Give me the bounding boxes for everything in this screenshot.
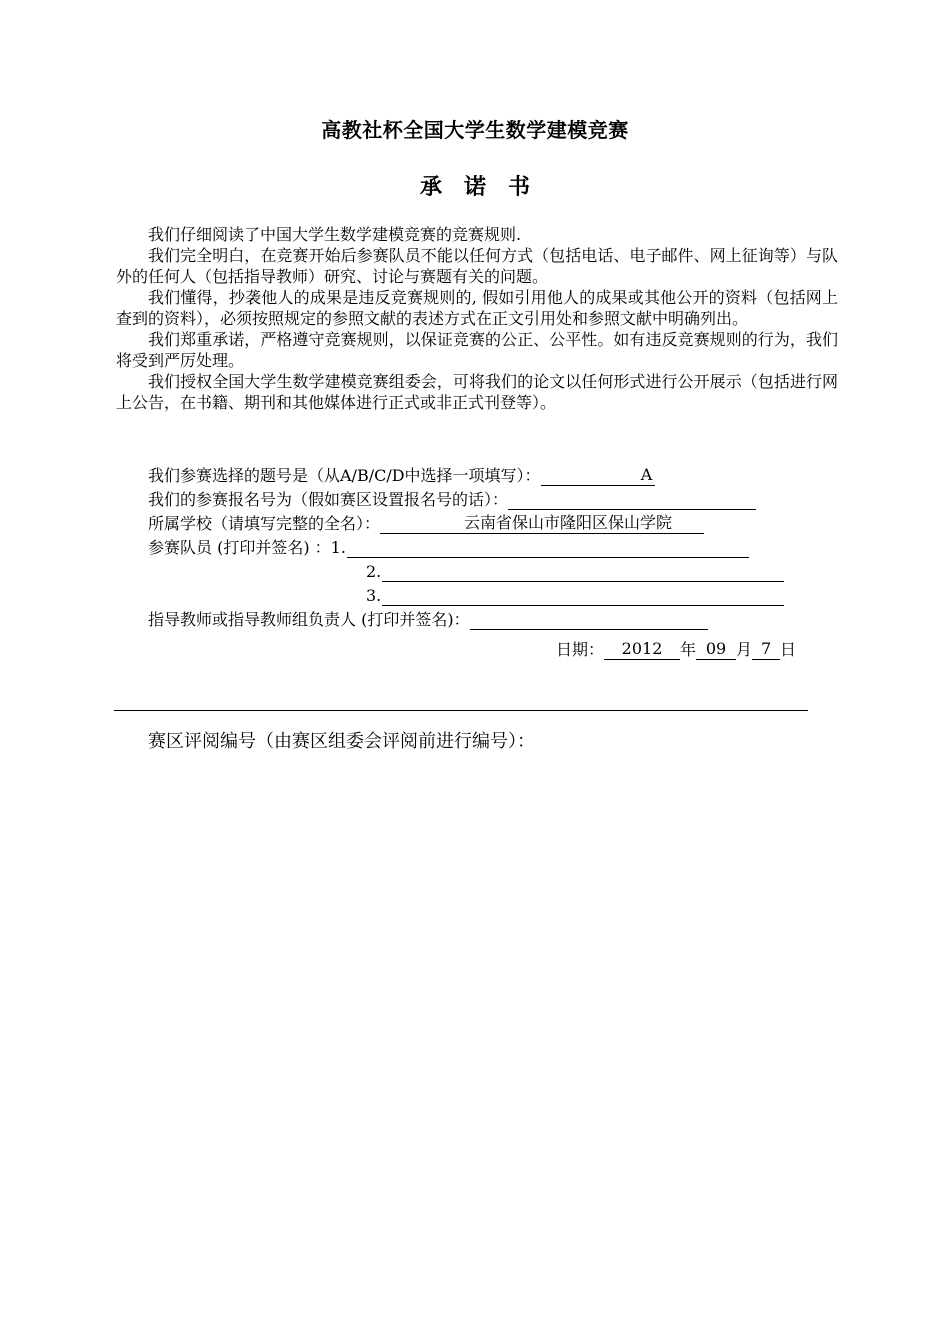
date-day-unit: 日 [780, 640, 797, 659]
review-number-label: 赛区评阅编号（由赛区组委会评阅前进行编号）： [148, 731, 535, 752]
date-month-unit: 月 [736, 640, 753, 659]
school-label: 所属学校（请填写完整的全名）： [148, 514, 381, 533]
registration-label: 我们的参赛报名号为（假如赛区设置报名号的话）： [148, 490, 509, 509]
members-label: 参赛队员 (打印并签名) ： [148, 538, 331, 557]
paragraph-authorization: 我们授权全国大学生数学建模竞赛组委会，可将我们的论文以任何形式进行公开展示（包括进行网上公告，在书籍、期刊和其他媒体进行正式或非正式刊登等）。 [116, 372, 838, 412]
problem-row [148, 464, 848, 488]
school-value: 云南省保山市隆阳区保山学院 [464, 513, 673, 532]
member-index-3: 3. [366, 586, 382, 605]
entry-form [148, 464, 848, 632]
member-row-2 [148, 560, 848, 584]
document-title: 高教社杯全国大学生数学建模竞赛 [321, 118, 629, 142]
paragraph-rules-read: 我们仔细阅读了中国大学生数学建模竞赛的竞赛规则. [148, 225, 522, 244]
member-index-1: 1. [330, 538, 346, 557]
advisor-field[interactable] [470, 608, 708, 630]
date-row [556, 638, 796, 662]
date-label: 日期： [556, 640, 605, 659]
registration-row [148, 488, 848, 512]
problem-label: 我们参赛选择的题号是（从A/B/C/D中选择一项填写）： [148, 466, 541, 485]
problem-value: A [640, 465, 653, 484]
date-day-field[interactable]: 7 [752, 638, 780, 660]
paragraph-plagiarism: 我们懂得，抄袭他人的成果是违反竞赛规则的, 假如引用他人的成果或其他公开的资料（包括网上查到的资料），必须按照规定的参照文献的表述方式在正文引用处和参照文献中明确列出。 [116, 288, 838, 328]
problem-field[interactable] [541, 464, 655, 486]
section-divider [114, 710, 808, 711]
member-field-1[interactable] [347, 536, 749, 558]
advisor-row [148, 608, 848, 632]
school-field[interactable] [380, 512, 704, 534]
paragraph-no-outside-contact: 我们完全明白，在竞赛开始后参赛队员不能以任何方式（包括电话、电子邮件、网上征询等）与队外的任何人（包括指导教师）研究、讨论与赛题有关的问题。 [116, 246, 838, 286]
date-month-field[interactable]: 09 [696, 638, 736, 660]
school-row [148, 512, 848, 536]
paragraph-solemn-promise: 我们郑重承诺，严格遵守竞赛规则，以保证竞赛的公正、公平性。如有违反竞赛规则的行为，我们将受到严厉处理。 [116, 330, 838, 370]
member-index-2: 2. [366, 562, 382, 581]
member-field-3[interactable] [382, 584, 784, 606]
member-row-1 [148, 536, 848, 560]
commitment-body [116, 224, 838, 413]
member-row-3 [148, 584, 848, 608]
date-year-unit: 年 [680, 640, 697, 659]
registration-field[interactable] [508, 488, 756, 510]
document-subtitle: 承诺书 [419, 175, 552, 200]
advisor-label: 指导教师或指导教师组负责人 (打印并签名)： [148, 610, 470, 629]
date-year-field[interactable]: 2012 [604, 638, 680, 660]
member-field-2[interactable] [382, 560, 784, 582]
